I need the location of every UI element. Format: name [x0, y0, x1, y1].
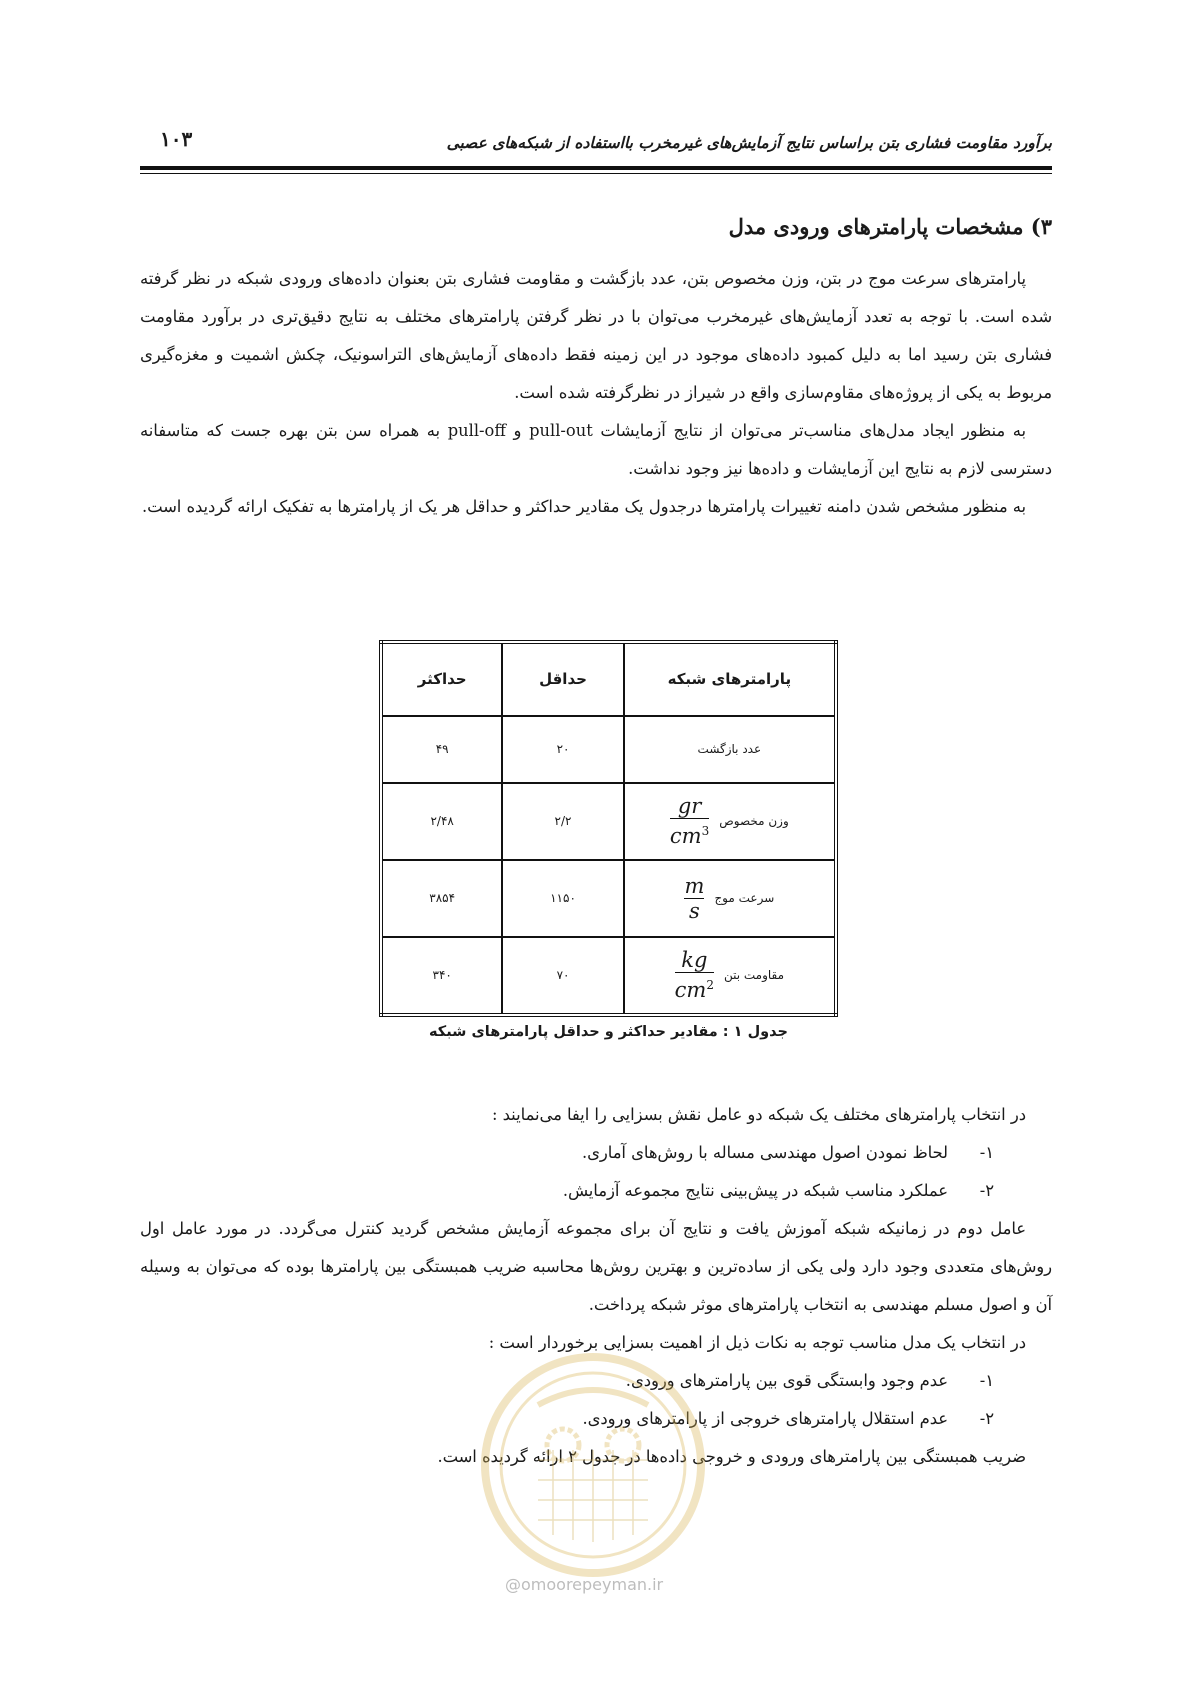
max-cell: ۳۴۰	[381, 937, 502, 1015]
list-item	[140, 1400, 1052, 1438]
watermark-text: @omoorepeyman.ir	[505, 1575, 664, 1594]
page-header	[140, 125, 1052, 165]
unit-numerator: m	[684, 873, 705, 898]
unit-denominator: $cm^3$	[669, 824, 710, 849]
min-cell: ۲/۲	[502, 783, 623, 860]
unit-numerator: kg	[681, 948, 708, 973]
param-cell	[624, 783, 836, 860]
table-row	[381, 937, 836, 1015]
min-cell: ۲۰	[502, 716, 623, 783]
max-cell: ۴۹	[381, 716, 502, 783]
param-label: سرعت موج	[714, 891, 775, 906]
page-number: ۱۰۳	[160, 127, 193, 151]
list-number: ۲-	[979, 1181, 994, 1200]
list-number: ۲-	[979, 1409, 994, 1428]
list-item	[140, 1362, 1052, 1400]
min-cell: ۷۰	[502, 937, 623, 1015]
section-heading: ۳) مشخصات پارامترهای ورودی مدل	[728, 214, 1052, 239]
unit-exponent: 2	[706, 978, 714, 993]
param-cell	[624, 716, 836, 783]
selection-section	[140, 1096, 1052, 1476]
param-cell	[624, 860, 836, 937]
table-header-row	[381, 642, 836, 716]
section-body	[140, 260, 1052, 526]
list-text: عدم استقلال پارامترهای خروجی از پارامترهای ورودی.	[582, 1409, 948, 1428]
unit-denominator: s	[689, 898, 700, 923]
param-label: وزن مخصوص	[719, 814, 789, 829]
running-title: برآورد مقاومت فشاری بتن براساس نتایج آزمایش‌های غیرمخرب بااستفاده از شبکه‌های عصبی	[446, 133, 1052, 152]
unit-numerator: gr	[677, 794, 702, 819]
param-label: مقاومت بتن	[723, 968, 785, 983]
list-text: لحاظ نمودن اصول مهندسی مساله با روش‌های آماری.	[581, 1143, 948, 1162]
unit-fraction	[675, 948, 714, 1002]
closing-line: ضریب همبستگی بین پارامترهای ورودی و خروجی داده‌ها در جدول ۲ ارائه گردیده است.	[437, 1447, 1026, 1466]
param-label: عدد بازگشت	[697, 742, 762, 757]
list-text: عدم وجود وابستگی قوی بین پارامترهای ورودی.	[625, 1371, 948, 1390]
list-number: ۱-	[979, 1371, 994, 1390]
table-row	[381, 860, 836, 937]
intro-line: در انتخاب پارامترهای مختلف یک شبکه دو عامل نقش بسزایی را ایفا می‌نمایند :	[491, 1105, 1026, 1124]
table-row	[381, 716, 836, 783]
list-item	[140, 1134, 1052, 1172]
list-number: ۱-	[979, 1143, 994, 1162]
paragraph-3: به منظور مشخص شدن دامنه تغییرات پارامترها درجدول یک مقادیر حداکثر و حداقل هر یک از پارامترها به تفکیک ارائه گردیده است.	[141, 497, 1026, 516]
unit-exponent: 3	[701, 824, 710, 839]
paragraph-text: عامل دوم در زمانیکه شبکه آموزش یافت و نتایج آن برای مجموعه آزمایش مشخص گردید کنترل می‌گردد. در مورد عامل اول روش‌های متعددی وجود دارد ولی یکی از ساده‌ترین و بهترین روش‌ها محاسبه ضریب همبستگی بین پارامترها بوده که می‌توان به وسیله آن و اصول مسلم مهندسی به انتخاب پارامترهای موثر شبکه پرداخت.	[140, 1219, 1052, 1314]
max-cell: ۲/۴۸	[381, 783, 502, 860]
min-cell: ۱۱۵۰	[502, 860, 623, 937]
unit-fraction	[670, 794, 709, 848]
unit-fraction	[684, 874, 704, 923]
param-cell	[624, 937, 836, 1015]
unit-denominator: $cm^2$	[674, 978, 714, 1003]
list-text: عملکرد مناسب شبکه در پیش‌بینی نتایج مجموعه آزمایش.	[562, 1181, 948, 1200]
header-param: پارامترهای شبکه	[624, 642, 836, 716]
explanation-paragraph	[140, 1210, 1052, 1324]
max-cell: ۳۸۵۴	[381, 860, 502, 937]
table-row	[381, 783, 836, 860]
paragraph-2: به منظور ایجاد مدل‌های مناسب‌تر می‌توان از نتایج آزمایشات pull-out و pull-off به همراه سن بتن بهره جست که متاسفانه دسترسی لازم به نتایج این آزمایشات و داده‌ها نیز وجود نداشت.	[140, 421, 1052, 478]
header-rule-thin	[140, 173, 1052, 174]
paragraph-1: پارامترهای سرعت موج در بتن، وزن مخصوص بتن، عدد بازگشت و مقاومت فشاری بتن بعنوان داده‌های ورودی شبکه در نظر گرفته شده است. با توجه به تعدد آزمایش‌های غیرمخرب می‌توان با در نظر گرفتن پارامترهای مختلف به نتایج دقیق‌تری در برآورد مقاومت فشاری بتن رسید اما به دلیل کمبود داده‌های موجود در این زمینه فقط داده‌های آزمایش‌های التراسونیک، چکش اشمیت و مغزه‌گیری مربوط به یکی از پروژه‌های مقاوم‌سازی واقع در شیراز در نظرگرفته شده است.	[140, 269, 1052, 402]
table-caption: جدول ۱ : مقادیر حداکثر و حداقل پارامترهای شبکه	[429, 1024, 788, 1040]
header-rule-thick	[140, 166, 1052, 170]
parameters-table	[379, 640, 838, 1017]
list-item	[140, 1172, 1052, 1210]
header-min: حداقل	[502, 642, 623, 716]
intro-line: در انتخاب یک مدل مناسب توجه به نکات ذیل از اهمیت بسزایی برخوردار است :	[488, 1333, 1026, 1352]
header-max: حداکثر	[381, 642, 502, 716]
